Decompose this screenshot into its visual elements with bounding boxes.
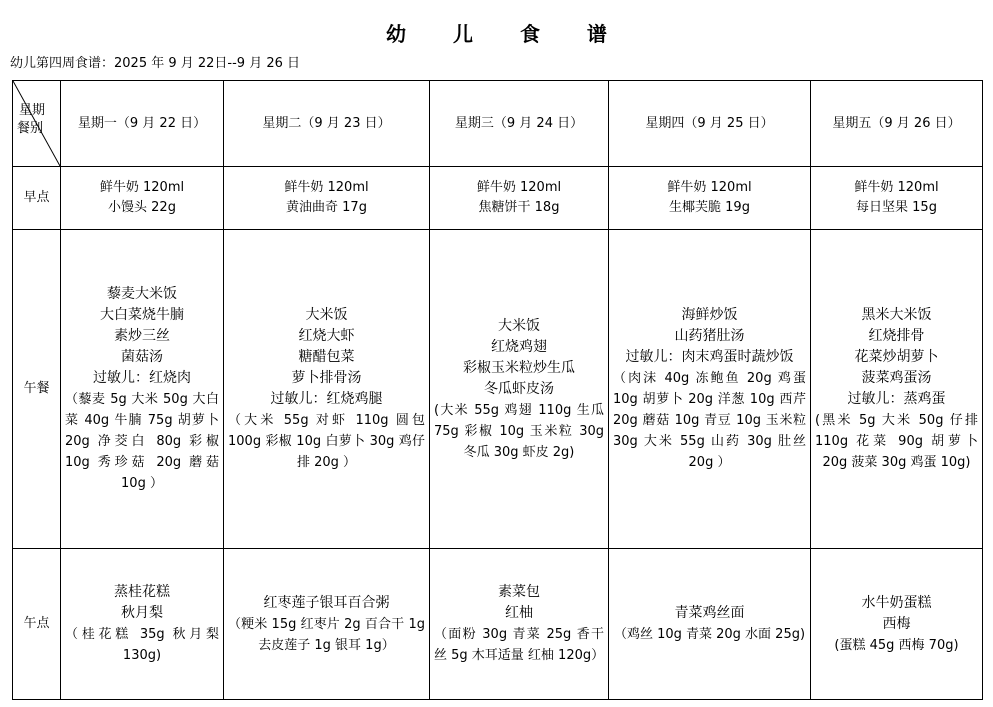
ingredient-detail: （面粉 30g 青菜 25g 香干丝 5g 木耳适量 红柚 120g）	[434, 627, 605, 663]
corner-cell	[13, 81, 61, 167]
dish-item: 大米饭	[305, 307, 348, 323]
menu-cell	[811, 167, 983, 230]
dish-item: 藜麦大米饭	[107, 286, 177, 302]
menu-cell	[609, 549, 811, 700]
day-header: 星期二（9 月 23 日）	[224, 81, 430, 167]
dish-item: 过敏儿：红烧肉	[93, 370, 191, 386]
page-title: 幼 儿 食 谱	[386, 22, 627, 46]
dish-item: 红烧排骨	[868, 328, 925, 344]
ingredient-detail: （肉沫 40g 冻鲍鱼 20g 鸡蛋 10g 胡萝卜 20g 洋葱 10g 西芹 20g 蘑菇 10g 青豆 10g 玉米粒 30g 大米 55g 山药 30g 肚丝 20g ）	[613, 371, 806, 470]
dish-item: 鲜牛奶 120ml	[667, 180, 752, 195]
dish-item: 红烧大虾	[298, 328, 355, 344]
corner-meal-label: 餐别	[17, 121, 44, 136]
meal-row	[13, 549, 983, 700]
dish-item: 花菜炒胡萝卜	[854, 349, 939, 365]
dish-item: 鲜牛奶 120ml	[854, 180, 939, 195]
dish-item: 蒸桂花糕	[114, 584, 170, 600]
menu-cell	[811, 230, 983, 549]
day-header: 星期三（9 月 24 日）	[430, 81, 609, 167]
dish-item: 秋月梨	[121, 605, 163, 621]
dish-item: 鲜牛奶 120ml	[284, 180, 369, 195]
menu-cell	[61, 167, 224, 230]
meal-label: 午点	[13, 549, 61, 700]
dish-item: 青菜鸡丝面	[674, 605, 745, 621]
meal-row	[13, 167, 983, 230]
dish-item: 生椰芙脆 19g	[669, 200, 750, 215]
dish-item: 素炒三丝	[114, 328, 170, 344]
dish-item: 鲜牛奶 120ml	[476, 180, 562, 195]
menu-cell	[61, 549, 224, 700]
menu-cell	[430, 549, 609, 700]
dish-item: 彩椒玉米粒炒生瓜	[463, 359, 575, 376]
dish-item: 黄油曲奇 17g	[286, 200, 367, 215]
dish-item: 糖醋包菜	[298, 349, 355, 365]
dish-item: 过敏儿：红烧鸡腿	[270, 391, 383, 407]
dish-item: 过敏儿：肉末鸡蛋时蔬炒饭	[625, 349, 794, 365]
ingredient-detail: （藜麦 5g 大米 50g 大白菜 40g 牛腩 75g 胡萝卜 20g 净茭白 80g 彩椒 10g 秀珍菇 20g 蘑菇 10g ）	[65, 392, 219, 491]
dish-item: 西梅	[882, 615, 911, 632]
menu-cell	[609, 230, 811, 549]
menu-cell	[61, 230, 224, 549]
day-header: 星期一（9 月 22 日）	[61, 81, 224, 167]
menu-cell	[224, 230, 430, 549]
meal-label: 早点	[13, 167, 61, 230]
dish-item: 每日坚果 15g	[856, 200, 937, 215]
ingredient-detail: （桂花糕 35g 秋月梨 130g)	[65, 627, 219, 663]
day-header: 星期四（9 月 25 日）	[609, 81, 811, 167]
dish-item: 小馒头 22g	[108, 200, 176, 215]
day-header: 星期五（9 月 26 日）	[811, 81, 983, 167]
ingredient-detail: （鸡丝 10g 青菜 20g 水面 25g)	[613, 627, 806, 642]
dish-item: 萝卜排骨汤	[291, 370, 362, 386]
dish-item: 海鲜炒饭	[681, 307, 738, 323]
dish-item: 大白菜烧牛腩	[100, 307, 184, 323]
dish-item: 大米饭	[498, 317, 540, 334]
ingredient-detail: (黑米 5g 大米 50g 仔排 110g 花菜 90g 胡萝卜 20g 菠菜 30g 鸡蛋 10g)	[815, 413, 978, 470]
menu-table	[12, 80, 983, 700]
ingredient-detail: (大米 55g 鸡翅 110g 生瓜 75g 彩椒 10g 玉米粒 30g 冬瓜 30g 虾皮 2g)	[434, 402, 604, 460]
dish-item: 冬瓜虾皮汤	[484, 380, 554, 397]
menu-cell	[609, 167, 811, 230]
menu-cell	[430, 167, 609, 230]
dish-item: 过敏儿：蒸鸡蛋	[847, 391, 946, 407]
dish-item: 水牛奶蛋糕	[861, 594, 932, 611]
header-row	[13, 81, 983, 167]
dish-item: 素菜包	[498, 584, 540, 600]
dish-item: 焦糖饼干 18g	[478, 200, 560, 215]
dish-item: 红柚	[505, 605, 533, 621]
dish-item: 黑米大米饭	[861, 307, 932, 323]
menu-cell	[224, 167, 430, 230]
dish-item: 红烧鸡翅	[491, 338, 547, 355]
menu-week-subtitle: 幼儿第四周食谱：2025 年 9 月 22日--9 月 26 日	[10, 56, 301, 71]
dish-item: 山药猪肚汤	[674, 328, 745, 344]
meal-row	[13, 230, 983, 549]
dish-item: 红枣莲子银耳百合粥	[263, 594, 390, 611]
ingredient-detail: （大米 55g 对虾 110g 圆包 100g 彩椒 10g 白萝卜 30g 鸡仔排 20g ）	[228, 413, 425, 470]
dish-item: 菠菜鸡蛋汤	[861, 370, 932, 386]
ingredient-detail: （粳米 15g 红枣片 2g 百合干 1g 去皮莲子 1g 银耳 1g）	[228, 616, 425, 653]
dish-item: 鲜牛奶 120ml	[99, 180, 185, 195]
menu-cell	[224, 549, 430, 700]
ingredient-detail: (蛋糕 45g 西梅 70g)	[834, 637, 959, 653]
menu-cell	[430, 230, 609, 549]
menu-cell	[811, 549, 983, 700]
meal-label: 午餐	[13, 230, 61, 549]
corner-weekday-label: 星期	[19, 103, 46, 118]
dish-item: 菌菇汤	[121, 349, 163, 365]
